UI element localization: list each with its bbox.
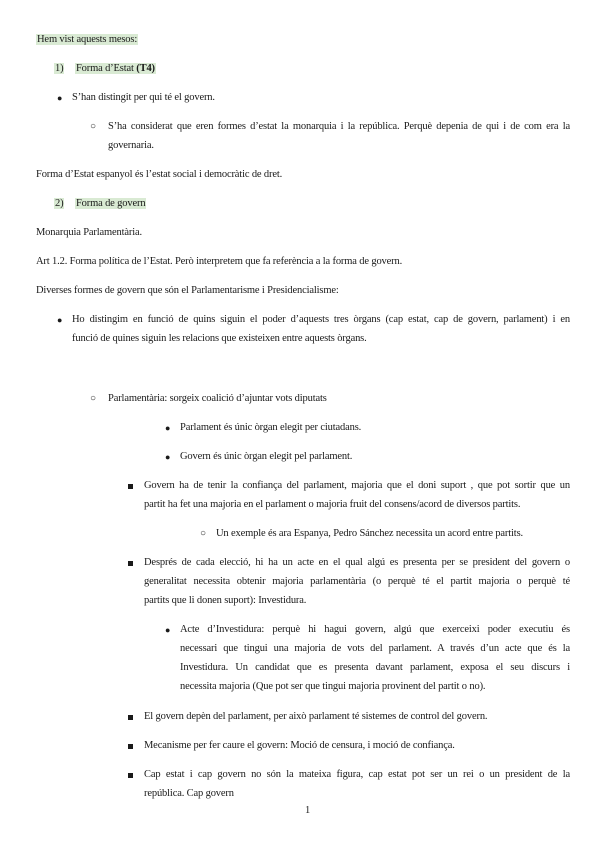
list-item-cont: generalitat necessita obtenir majoria parlamentària (o perquè té el partit majoria o perquè té: [144, 576, 570, 587]
list-item: El govern depèn del parlament, per això parlament té sistemes de control del govern.: [144, 711, 488, 722]
heading-2-number: 2): [55, 198, 64, 209]
heading-1-bold: (T4): [136, 63, 155, 74]
list-item: Ho distingim en funció de quins siguin el poder d’aquests tres òrgans (cap estat, cap de govern, parlament) i en: [72, 314, 570, 325]
heading-2: [54, 197, 146, 211]
heading-1-label: Forma d’Estat: [75, 63, 137, 74]
list-item-cont: república. Cap govern: [144, 788, 234, 799]
square-bullet-icon: [128, 773, 133, 778]
list-item: Parlament és únic òrgan elegit per ciutadans.: [180, 422, 362, 433]
heading-1-text: [75, 63, 156, 74]
paragraph: Monarquia Parlamentària.: [36, 227, 143, 238]
square-bullet-icon: [128, 744, 133, 749]
bullet-icon: ●: [57, 93, 63, 103]
square-bullet-icon: [128, 484, 133, 489]
list-item-cont: necessita majoria (Que pot ser que tingui majoria provinent del partit o no).: [180, 681, 486, 692]
heading-1: [54, 62, 156, 76]
list-item: Parlamentària: sorgeix coalició d’ajuntar vots diputats: [108, 393, 327, 404]
intro-line: [36, 33, 138, 47]
circle-bullet-icon: ○: [90, 121, 97, 132]
square-bullet-icon: [128, 715, 133, 720]
intro-highlight: Hem vist aquests mesos:: [37, 34, 138, 45]
list-item-cont: partit ha fet una majoria en el parlament o majoria fruit del consens/acord de diversos partits.: [144, 499, 521, 510]
list-item: Acte d’Investidura: perquè hi hagui govern, algú que exerceixi poder executiu és: [180, 624, 570, 635]
list-item-cont: Investidura. Un candidat que es presenta davant parlament, exposa el seu discurs i: [180, 662, 570, 673]
list-item-cont: partits que li donen suport): Investidura.: [144, 595, 307, 606]
circle-bullet-icon: ○: [90, 393, 97, 404]
list-item: Govern ha de tenir la confiança del parlament, majoria que el doni suport , que pot sortir que un: [144, 480, 570, 491]
list-item: Mecanisme per fer caure el govern: Moció de censura, i moció de confiança.: [144, 740, 455, 751]
list-item: S’ha considerat que eren formes d’estat la monarquia i la república. Perquè depenia de qui i de com era la: [108, 121, 570, 132]
square-bullet-icon: [128, 561, 133, 566]
bullet-icon: ●: [57, 315, 63, 325]
list-item: S’han distingit per qui té el govern.: [72, 92, 215, 103]
list-item-cont: governaria.: [108, 140, 154, 151]
list-item: Després de cada elecció, hi ha un acte en el qual algú es presenta per se president del govern o: [144, 557, 570, 568]
list-item: Cap estat i cap govern no són la mateixa figura, cap estat pot ser un rei o un president de la: [144, 769, 570, 780]
page-number: 1: [305, 805, 311, 816]
bullet-icon: ●: [165, 452, 171, 462]
heading-1-number: 1): [55, 63, 64, 74]
paragraph: Forma d’Estat espanyol és l’estat social i democràtic de dret.: [36, 169, 283, 180]
list-item-cont: necessari que tingui una majoria de vots del parlament. A través d’un acte que és la: [180, 643, 570, 654]
list-item: Un exemple és ara Espanya, Pedro Sánchez necessita un acord entre partits.: [216, 528, 523, 539]
list-item-cont: funció de quines siguin les relacions que existeixen entre aquests òrgans.: [72, 333, 367, 344]
bullet-icon: ●: [165, 625, 171, 635]
heading-2-text: Forma de govern: [75, 198, 146, 209]
list-item: Govern és únic òrgan elegit pel parlament.: [180, 451, 353, 462]
circle-bullet-icon: ○: [200, 528, 207, 539]
paragraph: Diverses formes de govern que són el Parlamentarisme i Presidencialisme:: [36, 285, 339, 296]
bullet-icon: ●: [165, 423, 171, 433]
paragraph: Art 1.2. Forma política de l’Estat. Però interpretem que fa referència a la forma de govern.: [36, 256, 403, 267]
